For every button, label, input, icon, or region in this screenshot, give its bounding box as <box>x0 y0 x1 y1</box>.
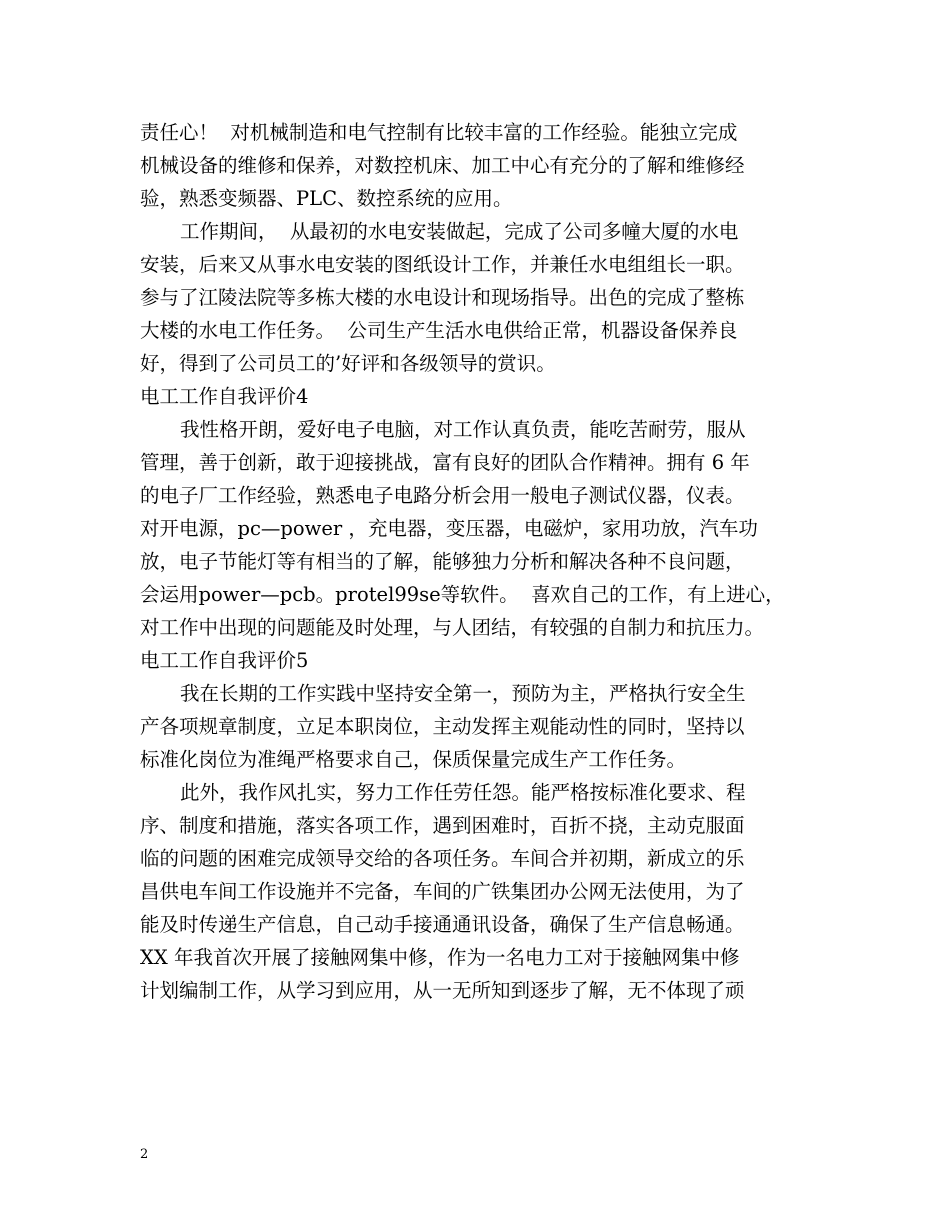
text-line: 责任心！ 对机械制造和电气控制有比较丰富的工作经验。能独立完成 <box>140 121 738 144</box>
text-line: 管理，善于创新，敢于迎接挑战，富有良好的团队合作精神。拥有 6 年 <box>140 451 750 474</box>
text-line: 安装，后来又从事水电安装的图纸设计工作，并兼任水电组组长一职。 <box>140 253 745 276</box>
document-body <box>140 116 830 1007</box>
text-line: 对开电源，pc—power ，充电器，变压器，电磁炉，家用功放，汽车功 <box>140 517 758 540</box>
text-line: 放，电子节能灯等有相当的了解，能够独力分析和解决各种不良问题， <box>140 550 745 573</box>
text-line: 参与了江陵法院等多栋大楼的水电设计和现场指导。出色的完成了整栋 <box>140 286 745 309</box>
text-line: 机械设备的维修和保养，对数控机床、加工中心有充分的了解和维修经 <box>140 154 745 177</box>
text-line: 临的问题的困难完成领导交给的各项任务。车间合并初期，新成立的乐 <box>140 847 745 870</box>
text-line: 会运用power—pcb。protel99se等软件。 喜欢自己的工作，有上进心， <box>140 583 785 606</box>
paragraph-start-line: 工作期间， 从最初的水电安装做起，完成了公司多幢大厦的水电 <box>180 220 739 243</box>
paragraph-start-line: 我在长期的工作实践中坚持安全第一，预防为主，严格执行安全生 <box>180 682 746 705</box>
text-line: 好，得到了公司员工的’好评和各级领导的赏识。 <box>140 352 556 375</box>
text-line: 对工作中出现的问题能及时处理，与人团结，有较强的自制力和抗压力。 <box>140 616 765 639</box>
section-heading: 电工工作自我评价5 <box>140 649 309 672</box>
text-line: 大楼的水电工作任务。 公司生产生活水电供给正常，机器设备保养良 <box>140 319 738 342</box>
text-line: 标准化岗位为准绳严格要求自己，保质保量完成生产工作任务。 <box>140 748 687 771</box>
text-line: 昌供电车间工作设施并不完备，车间的广铁集团办公网无法使用，为了 <box>140 880 745 903</box>
page-number: 2 <box>140 1147 149 1162</box>
text-line: 计划编制工作，从学习到应用，从一无所知到逐步了解，无不体现了顽 <box>140 979 745 1002</box>
section-heading: 电工工作自我评价4 <box>140 385 309 408</box>
text-line: 能及时传递生产信息，自己动手接通通讯设备，确保了生产信息畅通。 <box>140 913 745 936</box>
text-line: 验，熟悉变频器、PLC、数控系统的应用。 <box>140 187 513 210</box>
text-line: 产各项规章制度，立足本职岗位，主动发挥主观能动性的同时，坚持以 <box>140 715 745 738</box>
text-line: 序、制度和措施，落实各项工作，遇到困难时，百折不挠，主动克服面 <box>140 814 745 837</box>
paragraph-start-line: 我性格开朗，爱好电子电脑，对工作认真负责，能吃苦耐劳，服从 <box>180 418 746 441</box>
paragraph-start-line: 此外，我作风扎实，努力工作任劳任怨。能严格按标准化要求、程 <box>180 781 746 804</box>
text-line: XX 年我首次开展了接触网集中修，作为一名电力工对于接触网集中修 <box>140 946 740 969</box>
text-line: 的电子厂工作经验，熟悉电子电路分析会用一般电子测试仪器，仪表。 <box>140 484 745 507</box>
